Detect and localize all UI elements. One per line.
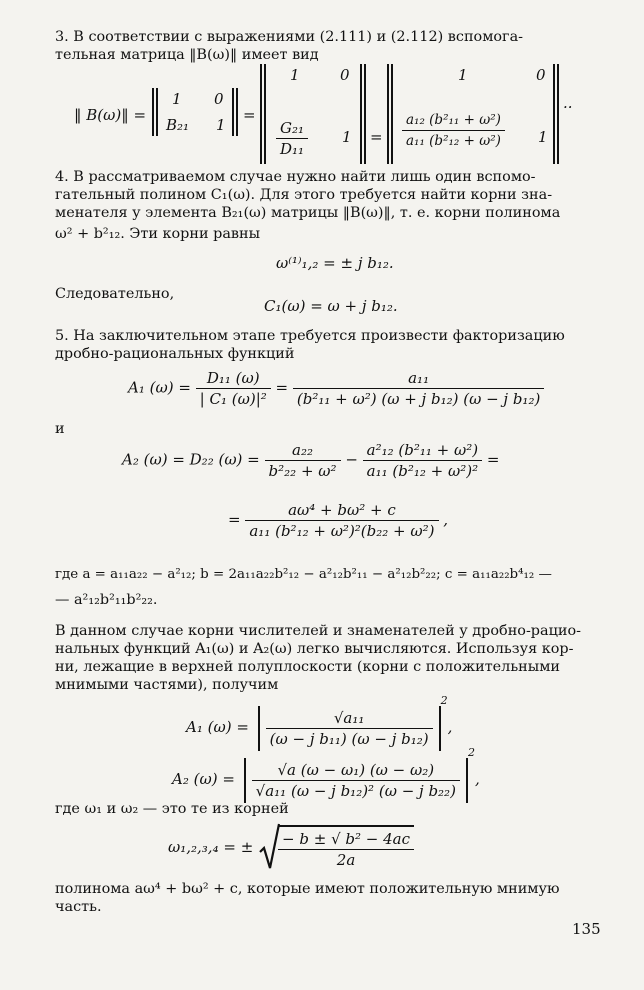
s5-where1: где a = a₁₁a₂₂ − a²₁₂; b = 2a₁₁a₂₂b²₁₂ − a²₁₂b²₁₁ − a²₁₂b²₂₂; c = a₁₁a₂₂b⁴₁₂ — [55,567,552,582]
s5-q3: ни, лежащие в верхней полуплоскости (корни с положительными [55,659,560,675]
page-number: 135 [572,920,601,938]
c1-formula: C₁(ω) = ω + j b₁₂. [264,297,398,315]
matrix-dots: .. [563,94,573,112]
a2-lhs: A₂ (ω) = D₂₂ (ω) = [122,450,260,469]
m3-22: 1 [538,128,548,146]
omega-lhs: ω₁,₂,₃,₄ = ± [168,838,254,856]
matrix-lhs: ‖ B(ω)‖ = [74,106,147,124]
s5-q2: нальных функций A₁(ω) и A₂(ω) легко вычисляются. Используя кор- [55,641,574,657]
s5-fin1: полинома aω⁴ + bω² + c, которые имеют положительную мнимую [55,881,560,897]
m3-21-den: a₁₁ (b²₁₂ + ω²) [406,133,501,149]
matrix3-right-bar2 [557,64,559,164]
matrix1-left-bar [152,88,154,136]
a1-f2-num: a₁₁ [293,368,544,389]
m3-12: 0 [536,66,546,84]
r1-pow: 2 [440,694,448,707]
m1-11: 1 [172,90,182,108]
matrix3-left-bar2 [391,64,393,164]
m1-12: 0 [214,90,224,108]
r2-tail: , [474,770,480,788]
matrix1-left-bar2 [156,88,158,136]
omega-num: − b ± √ b² − 4ac [278,829,414,850]
matrix2-left-bar [260,64,262,164]
s4-p1: 4. В рассматриваемом случае нужно найти лишь один вспомо- [55,169,536,185]
a1-lhs: A₁ (ω) = [128,378,191,397]
r1-abs [258,706,441,751]
a2-equation [122,440,499,481]
a2-f2-num: a²₁₂ (b²₁₁ + ω²) [363,440,482,461]
r2-pow: 2 [467,746,475,759]
matrix3-left-bar [387,64,389,164]
a1-eq: = [275,378,289,397]
m3-11: 1 [458,66,468,84]
m2-21-den: D₁₁ [280,140,305,158]
eq-2: = [370,128,383,146]
a1-f1-num: D₁₁ (ω) [196,368,271,389]
a2-f2-den: a₁₁ (b²₁₂ + ω²)² [366,462,479,480]
a2-comma: , [443,510,449,529]
radical-sign-icon [258,822,280,872]
r2-den: √a₁₁ (ω − j b₁₂)² (ω − j b₂₂) [255,781,456,800]
s5-q1: В данном случае корни числителей и знаменателей у дробно-рацио- [55,623,581,639]
m2-11: 1 [290,66,300,84]
m2-12: 0 [340,66,350,84]
r1-num: √a₁₁ [266,708,433,729]
a2-minus: − [345,450,358,469]
a1-equation [128,368,544,409]
s5-where2: — a²₁₂b²₁₁b²₂₂. [55,592,158,608]
s4-p4: ω² + b²₁₂. Эти корни равны [55,226,261,242]
matrix2-right-bar2 [364,64,366,164]
omega-den: 2a [336,850,356,869]
r1-lhs: A₁ (ω) = [186,718,249,736]
m1-22: 1 [216,116,226,134]
s4-p2: гательный полином C₁(ω). Для этого требуется найти корни зна- [55,187,553,203]
matrix2-left-bar2 [264,64,266,164]
eq-1: = [243,106,256,124]
matrix1-right-bar [232,88,234,136]
r1-equation [186,694,452,751]
a1-f2-den: (b²₁₁ + ω²) (ω + j b₁₂) (ω − j b₁₂) [296,390,541,408]
s3-line1: 3. В соответствии с выражениями (2.111) и (2.112) вспомога- [55,29,524,45]
s5-fin2: часть. [55,899,102,915]
a2-eq2: = [228,510,241,529]
s4-p3: менателя у элемента B₂₁(ω) матрицы ‖B(ω)‖, т. е. корни полинома [55,205,561,221]
a2-equation-cont [228,500,448,541]
radical-overline [278,825,414,870]
a2-f1-num: a₂₂ [265,440,341,461]
r2-abs [244,758,468,803]
roots-formula: ω⁽¹⁾₁,₂ = ± j b₁₂. [276,254,394,272]
s4-consequently: Следовательно, [55,286,175,302]
s3-line2: тельная матрица ‖B(ω)‖ имеет вид [55,47,319,63]
a2-f3-den: a₁₁ (b²₁₂ + ω²)²(b₂₂ + ω²) [249,522,435,540]
s5-q4: мнимыми частями), получим [55,677,279,693]
a2-eq-tail: = [486,450,500,469]
m2-21-num: G₂₁ [276,118,308,139]
omega-equation [168,822,414,872]
matrix3-right-bar [553,64,555,164]
a2-f1-den: b²₂₂ + ω² [268,462,337,480]
r2-equation [172,746,480,803]
r2-num: √a (ω − ω₁) (ω − ω₂) [252,760,460,781]
a2-f3-num: aω⁴ + bω² + c [245,500,438,521]
m3-21-num: a₁₂ (b²₁₁ + ω²) [402,110,505,131]
s5-p2: дробно-рациональных функций [55,346,295,362]
s5-and: и [55,421,65,437]
r1-den: (ω − j b₁₁) (ω − j b₁₂) [269,729,429,748]
m2-22: 1 [342,128,352,146]
m2-21 [276,118,308,159]
m1-21: B₂₁ [166,116,190,134]
r1-tail: , [447,718,453,736]
matrix2-right-bar [360,64,362,164]
r2-lhs: A₂ (ω) = [172,770,235,788]
a1-f1-den: | C₁ (ω)|² [199,390,267,408]
matrix1-right-bar2 [236,88,238,136]
s5-where3: где ω₁ и ω₂ — это те из корней [55,801,289,817]
m3-21 [402,110,505,151]
s5-p1: 5. На заключительном этапе требуется произвести факторизацию [55,328,565,344]
